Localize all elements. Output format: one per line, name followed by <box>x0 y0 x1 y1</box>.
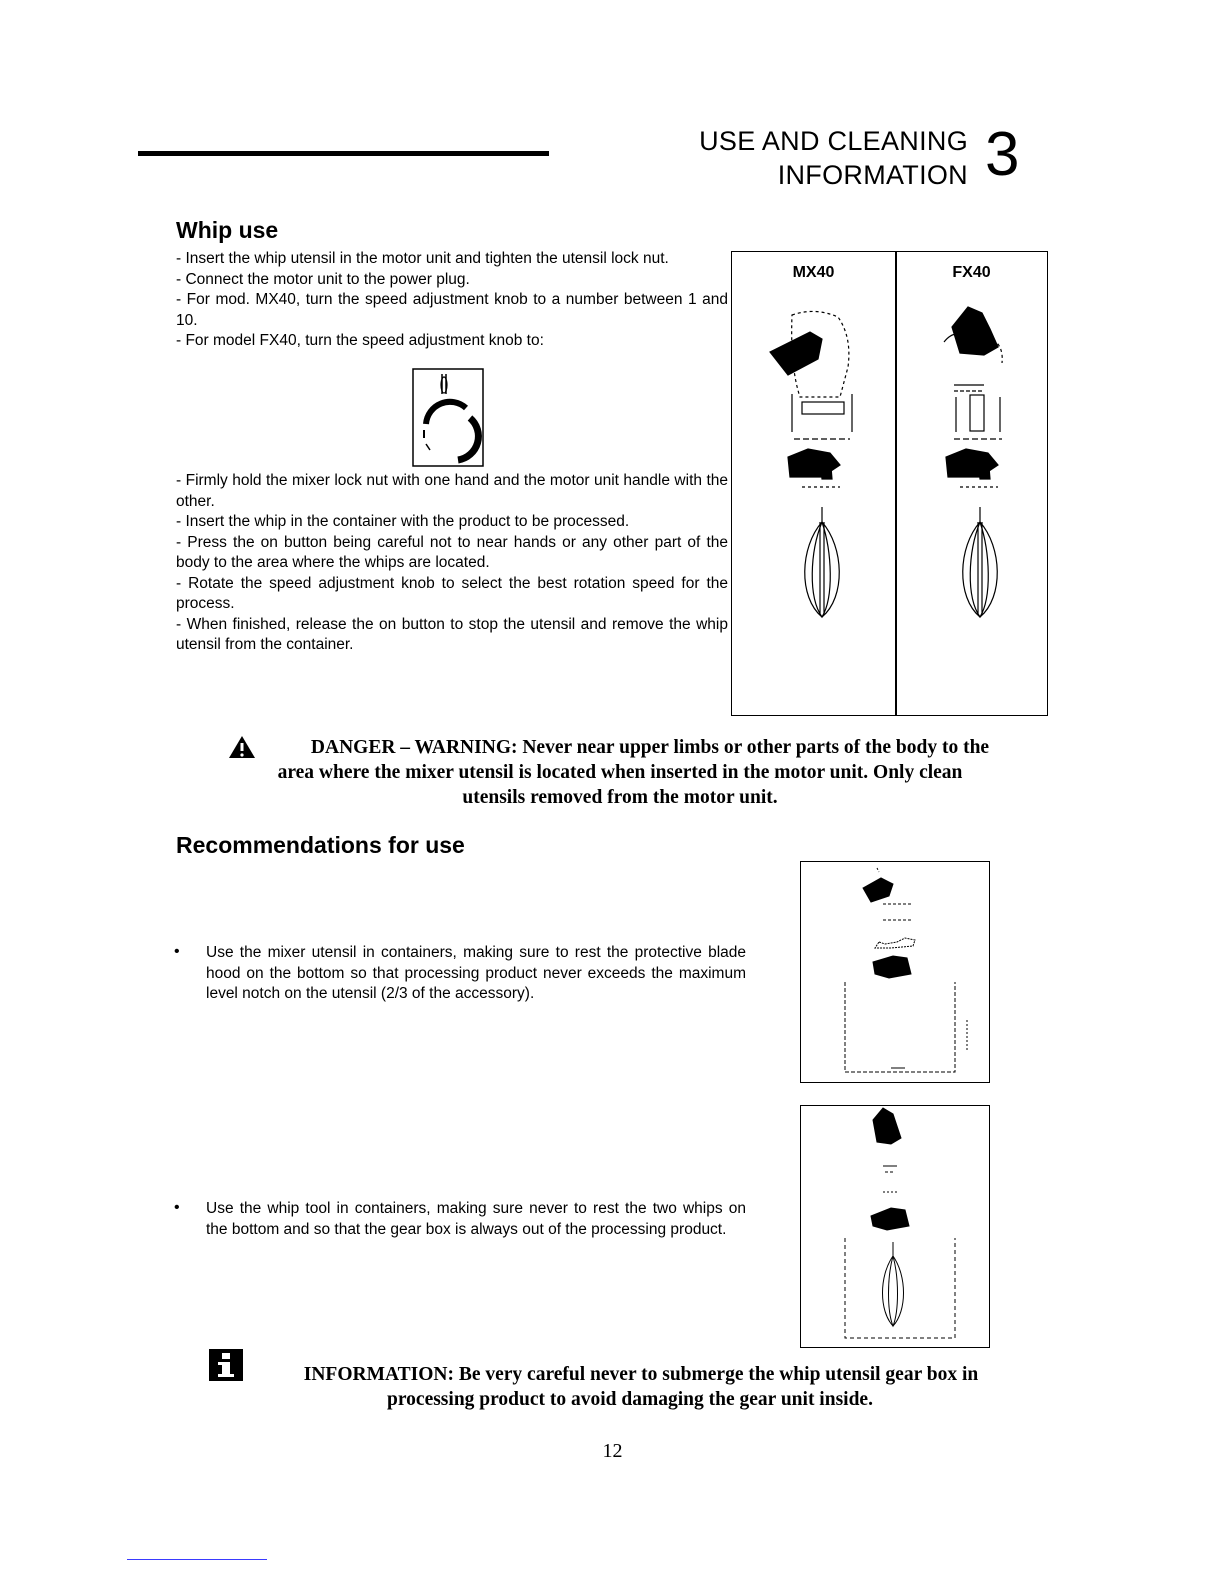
bullet-icon: • <box>174 943 180 960</box>
whip-use-steps-bottom <box>176 471 728 656</box>
danger-line3: utensils removed from the motor unit. <box>462 787 778 808</box>
mixer-in-container-drawing <box>801 862 989 1082</box>
figure-label-fx40: FX40 <box>952 264 991 281</box>
information-line1: INFORMATION: Be very careful never to submerge the whip utensil gear box in <box>303 1364 979 1385</box>
danger-line1: DANGER – WARNING: Never near upper limbs or other parts of the body to the <box>310 737 990 758</box>
page-title-line2: INFORMATION <box>777 160 968 190</box>
step-6: - Insert the whip in the container with the product to be processed. <box>176 513 630 530</box>
step-2: - Connect the motor unit to the power plug. <box>176 270 470 288</box>
step-9: - When finished, release the on button to stop the utensil and remove the whip utensil from the container. <box>176 615 728 653</box>
information-note <box>240 1362 1020 1412</box>
step-7: - Press the on button being careful not to near hands or any other part of the body to the area where the whips are located. <box>176 533 728 571</box>
danger-line2: area where the mixer utensil is located when inserted in the motor unit. Only clean <box>277 762 963 783</box>
whip-in-container-drawing <box>801 1106 989 1347</box>
whip-use-heading: Whip use <box>176 217 279 243</box>
info-icon <box>208 1348 244 1382</box>
step-3: - For mod. MX40, turn the speed adjustment knob to a number between 1 and 10. <box>176 291 728 329</box>
step-5: - Firmly hold the mixer lock nut with one hand and the motor unit handle with the other. <box>176 472 728 510</box>
step-1: - Insert the whip utensil in the motor unit and tighten the utensil lock nut. <box>176 250 669 267</box>
fx40-whip-drawing <box>924 307 1034 637</box>
whip-models-figure <box>731 251 1048 716</box>
mx40-whip-drawing <box>760 307 870 637</box>
figure-label-mx40: MX40 <box>792 264 835 281</box>
step-8: - Rotate the speed adjustment knob to select the best rotation speed for the process. <box>176 574 728 612</box>
whip-use-steps-top <box>176 249 728 352</box>
whip-container-figure <box>800 1105 990 1348</box>
figure-divider <box>895 252 897 715</box>
information-line2: processing product to avoid damaging the gear unit inside. <box>387 1389 873 1410</box>
step-4: - For model FX40, turn the speed adjustment knob to: <box>176 332 544 349</box>
recommendations-heading: Recommendations for use <box>176 832 465 858</box>
danger-warning <box>200 735 1040 810</box>
header-rule <box>138 151 549 156</box>
knob-indicator-icon <box>441 374 447 394</box>
speed-knob-illustration <box>412 368 486 470</box>
recommendation-item: Use the mixer utensil in containers, making sure to rest the protective blade hood on the bottom so that processing product never exceeds the maximum level notch on the utensil (2/3 of the accessory). <box>206 944 746 1002</box>
recommendation-item: Use the whip tool in containers, making sure never to rest the two whips on the bottom and so that the gear box is always out of the processing product. <box>206 1200 746 1238</box>
bullet-icon: • <box>174 1199 180 1216</box>
page-title-line1: USE AND CLEANING <box>699 126 968 156</box>
bottom-link-rule <box>127 1559 267 1560</box>
chapter-number: 3 <box>985 120 1020 189</box>
mixer-container-figure <box>800 861 990 1083</box>
page-title <box>699 124 968 192</box>
page-number: 12 <box>602 1440 623 1462</box>
